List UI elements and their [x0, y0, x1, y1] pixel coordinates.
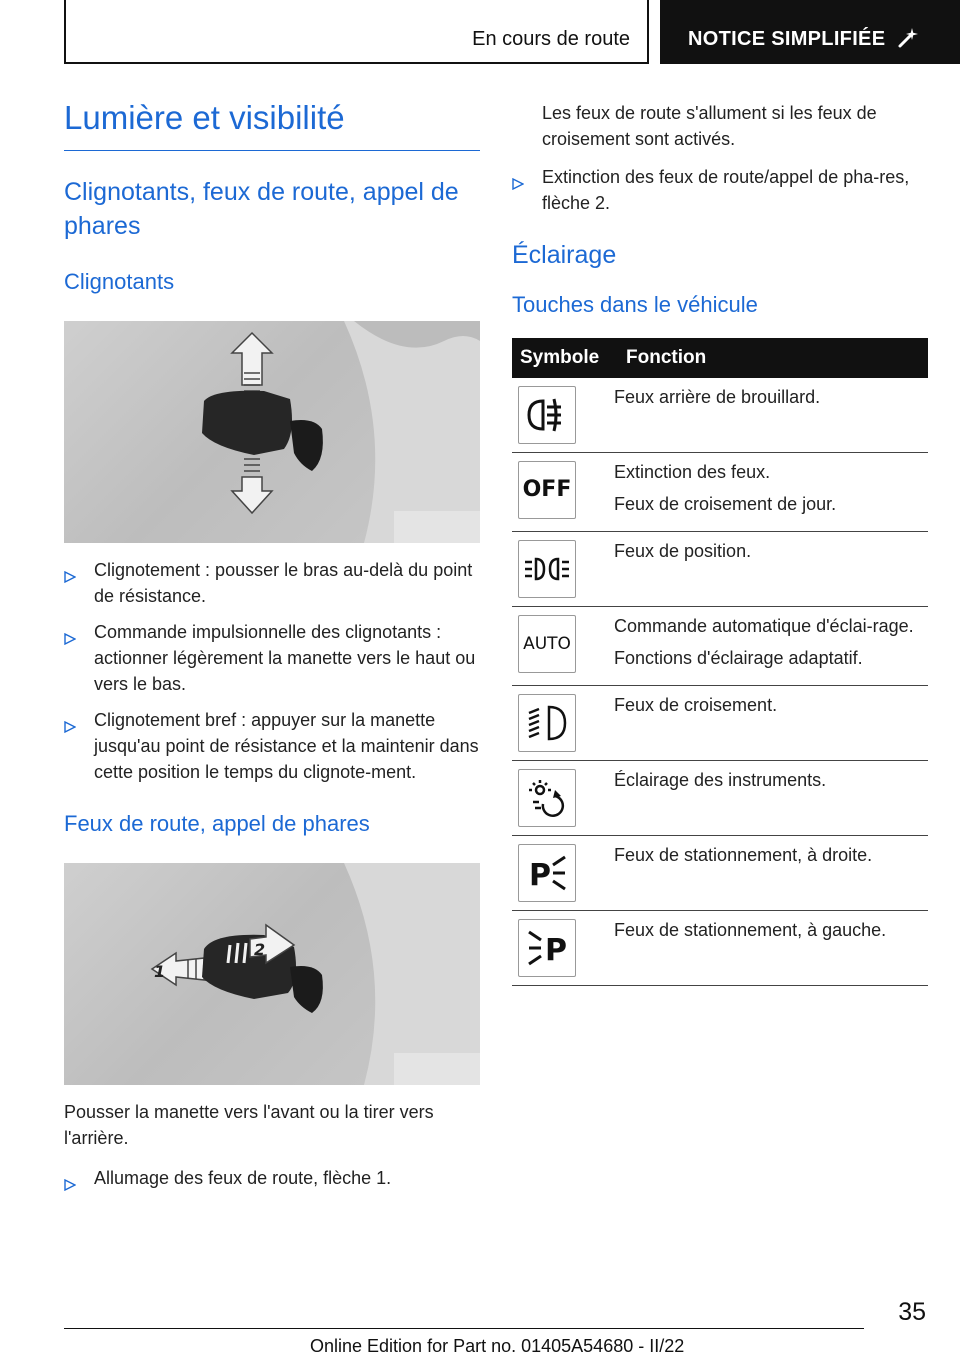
arrow-label-2: 2	[254, 940, 266, 959]
triangle-bullet-icon	[64, 626, 76, 652]
function-text: Extinction des feux.	[614, 462, 771, 482]
turn-signal-figure	[64, 321, 480, 543]
guide-banner	[660, 0, 960, 64]
left-column	[64, 96, 480, 1201]
guide-label: NOTICE SIMPLIFIÉE	[688, 28, 886, 50]
list-item	[64, 619, 480, 697]
function-text: Fonctions d'éclairage adaptatif.	[614, 648, 863, 668]
list-item-text: Extinction des feux de route/appel de pha-res, flèche 2.	[542, 167, 910, 213]
high-beam-list	[64, 1165, 480, 1191]
function-text: Feux de position.	[614, 541, 752, 561]
svg-text:P: P	[545, 933, 567, 968]
function-text: Feux arrière de brouillard.	[614, 387, 821, 407]
svg-text:P: P	[529, 858, 551, 893]
table-row	[512, 836, 928, 911]
auto-headlight-icon	[518, 615, 576, 673]
subsection-high-beam: Feux de route, appel de phares	[64, 811, 370, 836]
table-row	[512, 532, 928, 607]
instrument-lighting-icon	[518, 769, 576, 827]
triangle-bullet-icon	[64, 1172, 76, 1198]
list-item	[64, 707, 480, 785]
edition-note: Online Edition for Part no. 01405A54680 - II/22	[310, 1336, 685, 1356]
parking-light-right-icon	[518, 844, 576, 902]
column-header-symbol: Symbole	[512, 338, 614, 378]
function-text: Feux de croisement.	[614, 695, 778, 715]
section-title: Clignotants, feux de route, appel de phares	[64, 178, 459, 240]
paragraph: Pousser la manette vers l'avant ou la tirer vers l'arrière.	[64, 1102, 434, 1148]
table-row	[512, 911, 928, 986]
parking-lights-icon	[518, 540, 576, 598]
high-beam-figure	[64, 863, 480, 1085]
page-title: Lumière et visibilité	[64, 96, 480, 151]
lighting-buttons-table	[512, 338, 928, 986]
triangle-bullet-icon	[64, 714, 76, 740]
table-row	[512, 686, 928, 761]
continued-paragraph: Les feux de route s'allument si les feux de croisement sont activés.	[542, 103, 877, 149]
footer-divider	[64, 1328, 864, 1329]
arrow-label-1: 1	[154, 962, 166, 981]
list-item	[512, 164, 928, 216]
function-text: Feux de stationnement, à droite.	[614, 845, 873, 865]
function-text: Commande automatique d'éclai-rage.	[614, 616, 914, 636]
table-row	[512, 453, 928, 532]
table-row	[512, 761, 928, 836]
page-number: 35	[898, 1298, 926, 1326]
list-item-text: Clignotement : pousser le bras au-delà du point de résistance.	[94, 560, 473, 606]
list-item-text: Commande impulsionnelle des clignotants : actionner légèrement la manette vers le haut ou vers le bas.	[94, 622, 476, 694]
list-item-text: Allumage des feux de route, flèche 1.	[94, 1168, 392, 1188]
symbol-text: OFF	[522, 477, 572, 502]
vehicle-buttons-title: Touches dans le véhicule	[512, 292, 758, 317]
high-beam-off-list	[512, 164, 928, 216]
subsection-turn-signals: Clignotants	[64, 269, 175, 294]
function-text: Feux de stationnement, à gauche.	[614, 920, 887, 940]
symbol-text: AUTO	[523, 634, 571, 654]
triangle-bullet-icon	[512, 171, 524, 197]
parking-light-left-icon	[518, 919, 576, 977]
table-row	[512, 607, 928, 686]
column-header-function: Fonction	[614, 338, 928, 378]
turn-signal-list	[64, 557, 480, 785]
low-beam-icon	[518, 694, 576, 752]
list-item	[64, 557, 480, 609]
function-text: Feux de croisement de jour.	[614, 494, 837, 514]
lighting-title: Éclairage	[512, 241, 617, 269]
function-text: Éclairage des instruments.	[614, 770, 827, 790]
list-item	[64, 1165, 480, 1191]
rear-fog-light-icon	[518, 386, 576, 444]
lights-off-icon	[518, 461, 576, 519]
list-item-text: Clignotement bref : appuyer sur la manette jusqu'au point de résistance et la maintenir dans cette position le temps du clignote-ment.	[94, 710, 479, 782]
right-column	[512, 96, 928, 986]
triangle-bullet-icon	[64, 564, 76, 590]
section-name: En cours de route	[472, 28, 630, 50]
wrench-star-icon	[896, 26, 920, 55]
table-row	[512, 378, 928, 453]
